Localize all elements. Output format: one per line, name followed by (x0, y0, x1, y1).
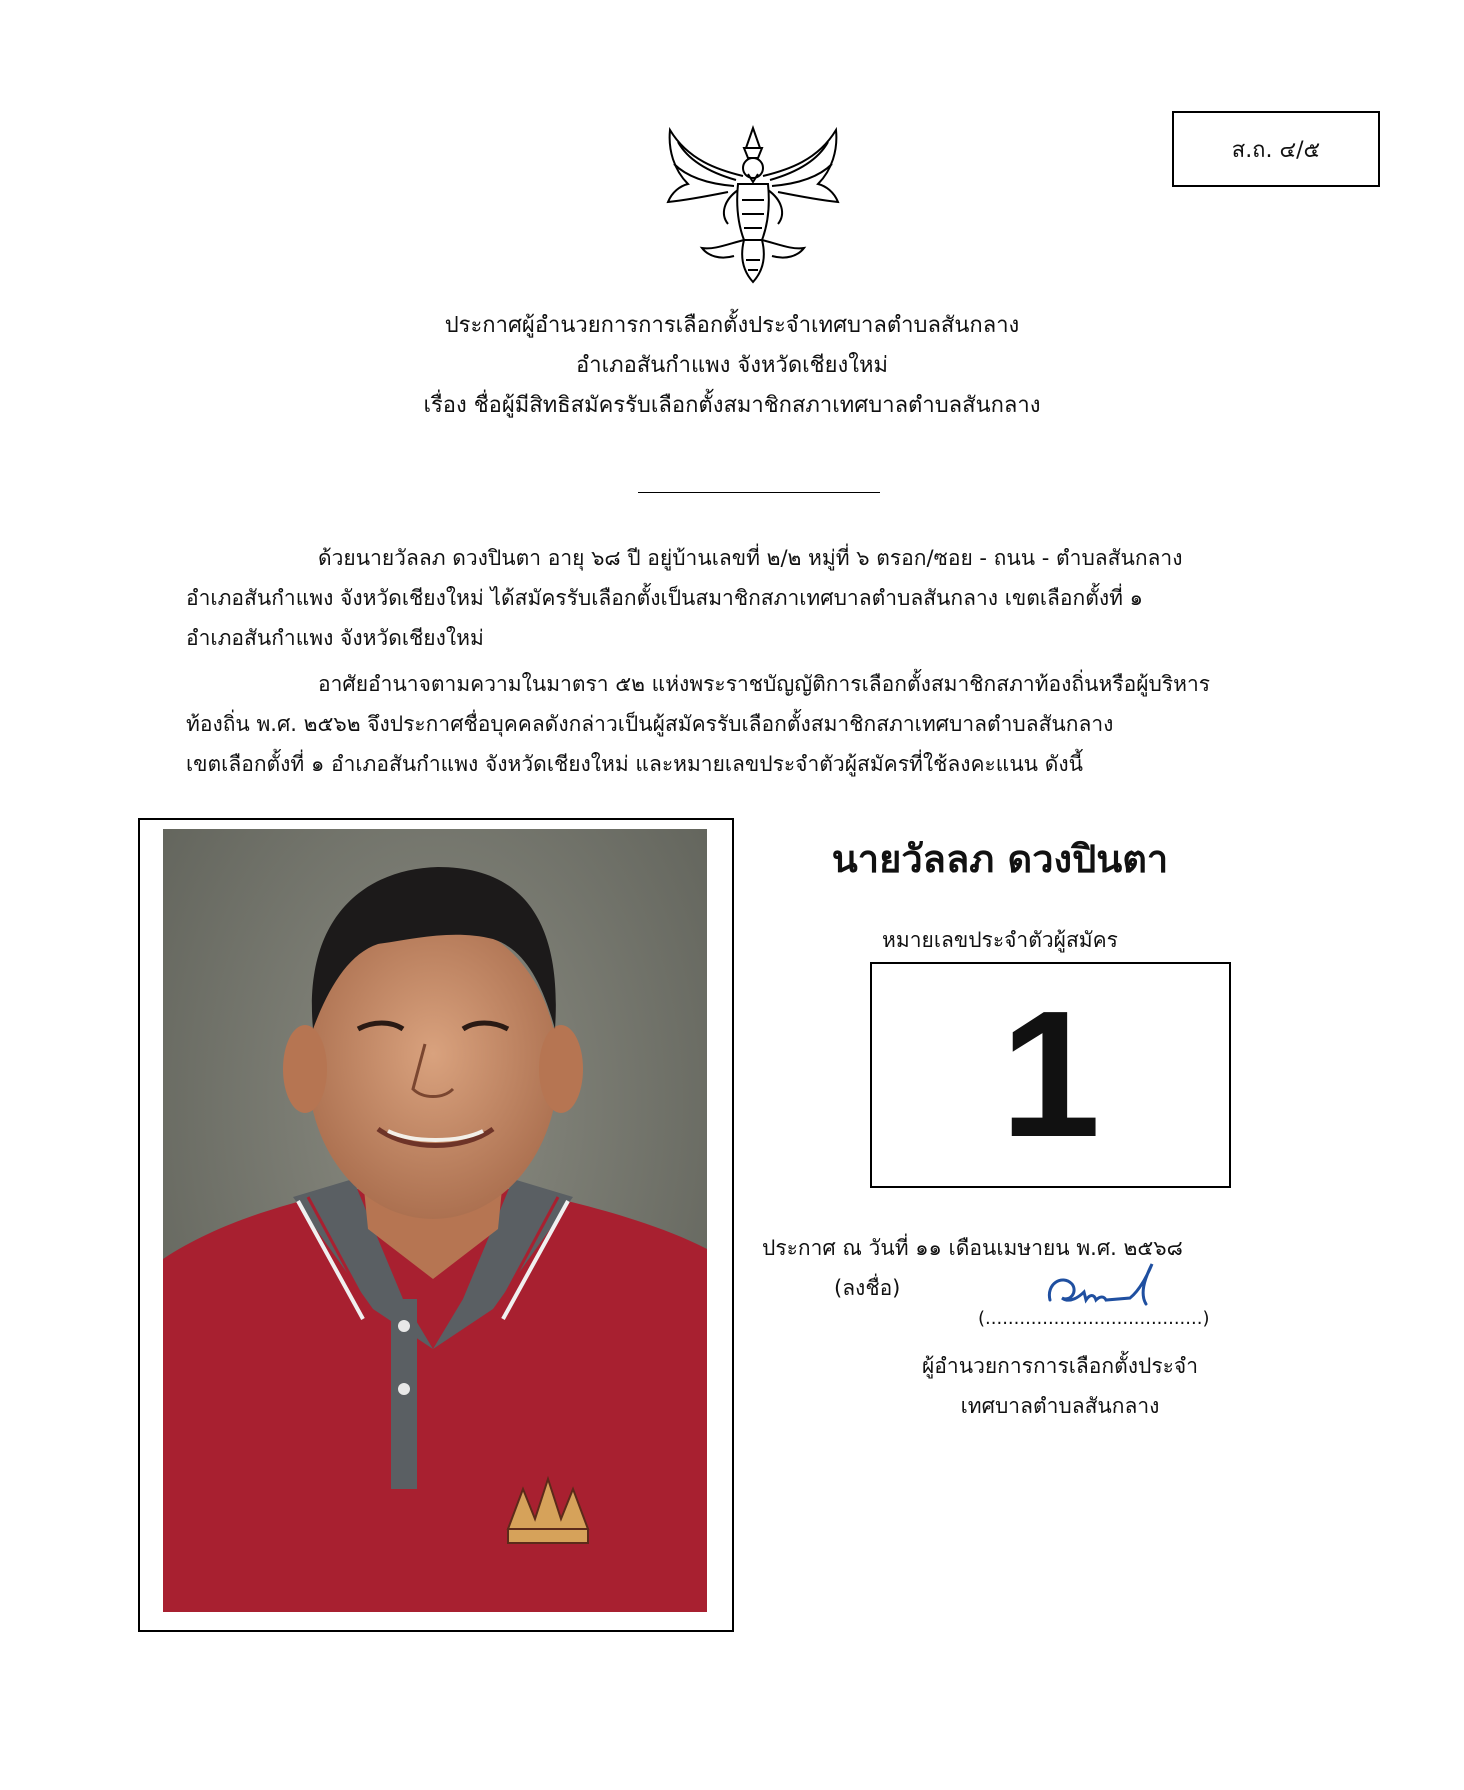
paragraph-line: อำเภอสันกำแพง จังหวัดเชียงใหม่ (186, 626, 484, 650)
body-paragraph-2 (186, 664, 1334, 784)
paragraph-line: ท้องถิ่น พ.ศ. ๒๕๖๒ จึงประกาศชื่อบุคคลดังกล่าวเป็นผู้สมัครรับเลือกตั้งสมาชิกสภาเทศบาลตำบลสันกลาง (186, 712, 1114, 736)
garuda-emblem-icon (658, 120, 848, 288)
header-divider (638, 492, 880, 493)
signature-line: (......................................) (978, 1308, 1210, 1329)
header-line-1: ประกาศผู้อำนวยการการเลือกตั้งประจำเทศบาลตำบลสันกลาง (444, 313, 1020, 338)
header-line-2: อำเภอสันกำแพง จังหวัดเชียงใหม่ (576, 353, 888, 378)
candidate-number-label: หมายเลขประจำตัวผู้สมัคร (882, 928, 1118, 952)
candidate-name: นายวัลลภ ดวงปินตา (831, 837, 1169, 881)
signer-title-line-2: เทศบาลตำบลสันกลาง (960, 1394, 1160, 1418)
signer-title-line-1: ผู้อำนวยการการเลือกตั้งประจำ (922, 1354, 1198, 1378)
body-paragraph-1 (186, 538, 1334, 658)
paragraph-line: เขตเลือกตั้งที่ ๑ อำเภอสันกำแพง จังหวัดเชียงใหม่ และหมายเลขประจำตัวผู้สมัครที่ใช้ลงคะแนน ดังนี้ (186, 752, 1083, 776)
candidate-photo (163, 829, 707, 1612)
candidate-number: 1 (1000, 974, 1101, 1175)
form-code: ส.ถ. ๔/๕ (1231, 137, 1321, 163)
form-code-box (1172, 111, 1380, 187)
sign-label: (ลงชื่อ) (834, 1276, 901, 1300)
paragraph-line: ด้วยนายวัลลภ ดวงปินตา อายุ ๖๘ ปี อยู่บ้านเลขที่ ๒/๒ หมู่ที่ ๖ ตรอก/ซอย - ถนน - ตำบลสันกลาง (318, 546, 1183, 570)
paragraph-line: อำเภอสันกำแพง จังหวัดเชียงใหม่ ได้สมัครรับเลือกตั้งเป็นสมาชิกสภาเทศบาลตำบลสันกลาง เขตเลือกตั้งที่ ๑ (186, 586, 1143, 610)
signer-title (860, 1346, 1260, 1426)
candidate-number-box (870, 962, 1231, 1188)
paragraph-line: อาศัยอำนาจตามความในมาตรา ๕๒ แห่งพระราชบัญญัติการเลือกตั้งสมาชิกสภาท้องถิ่นหรือผู้บริหาร (318, 672, 1211, 696)
announcement-date: ประกาศ ณ วันที่ ๑๑ เดือนเมษายน พ.ศ. ๒๕๖๘ (762, 1236, 1183, 1260)
announcement-header (200, 306, 1264, 426)
header-subject: เรื่อง ชื่อผู้มีสิทธิสมัครรับเลือกตั้งสมาชิกสภาเทศบาลตำบลสันกลาง (423, 393, 1041, 418)
